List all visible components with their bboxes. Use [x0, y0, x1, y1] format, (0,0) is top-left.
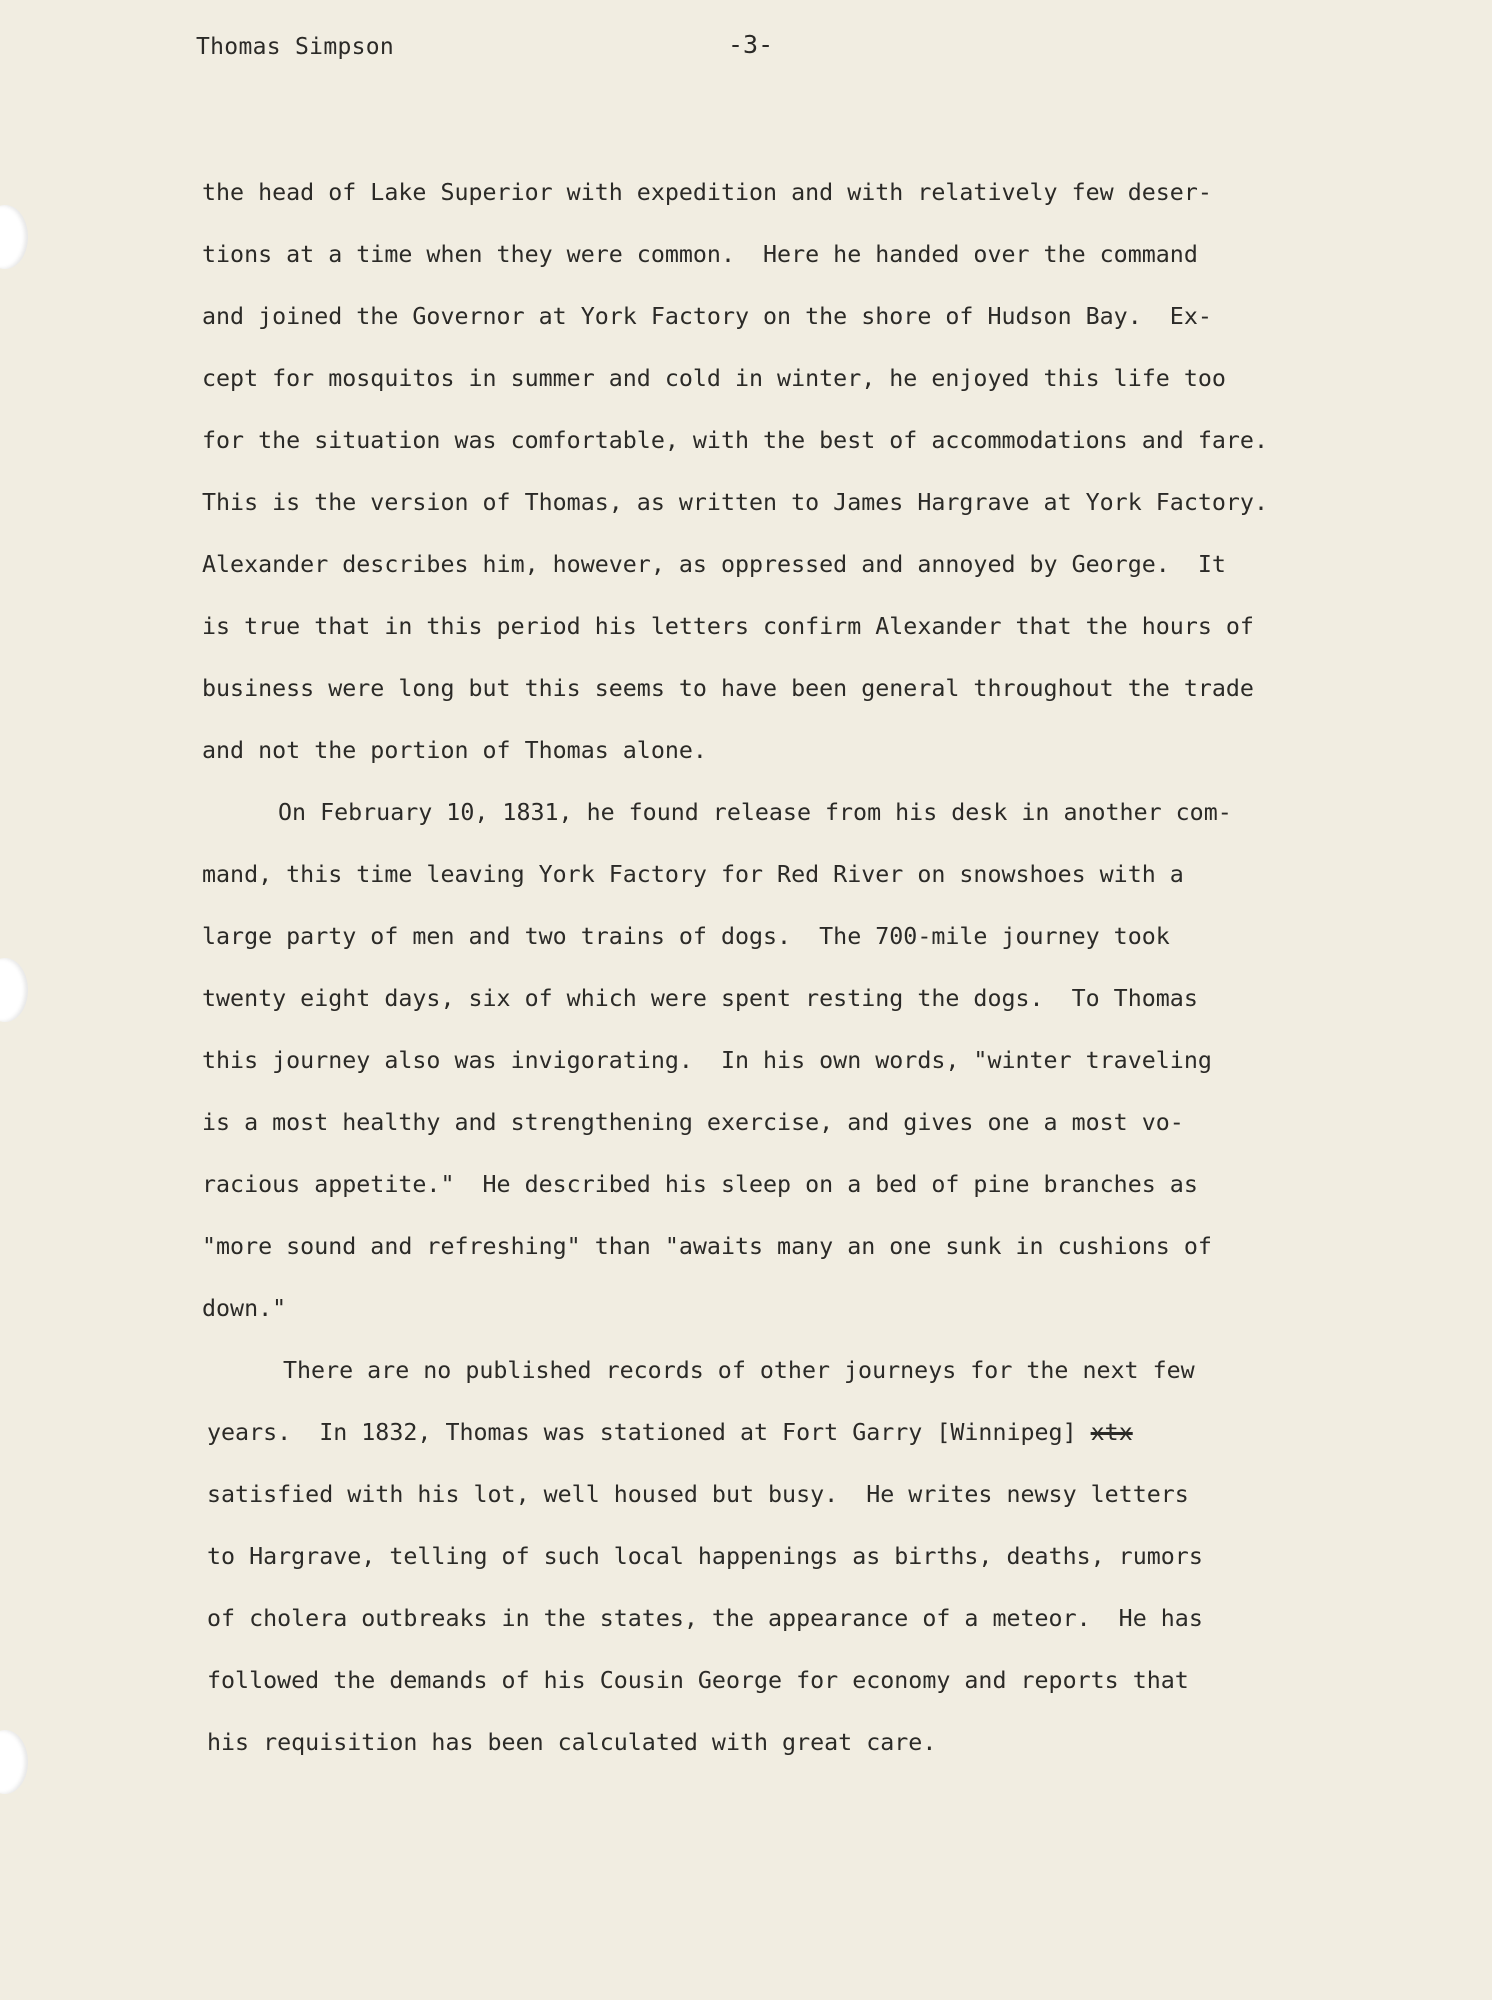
text-line: business were long but this seems to have been general throughout the trade — [202, 675, 1254, 702]
text-line: There are no published records of other journeys for the next few — [283, 1357, 1195, 1384]
text-line: this journey also was invigorating. In his own words, "winter traveling — [202, 1047, 1212, 1074]
struck-out-text: xtx — [1090, 1419, 1133, 1446]
text-line: followed the demands of his Cousin George for economy and reports that — [207, 1667, 1189, 1694]
binder-hole-top — [0, 205, 28, 269]
binder-hole-bottom — [0, 1730, 28, 1794]
text-line — [207, 1421, 1133, 1444]
text-line: and not the portion of Thomas alone. — [202, 737, 707, 764]
text-line: On February 10, 1831, he found release from his desk in another com- — [278, 799, 1232, 826]
text-line: large party of men and two trains of dogs. The 700-mile journey took — [202, 923, 1170, 950]
text-line: down." — [202, 1295, 287, 1322]
text-line: is a most healthy and strengthening exercise, and gives one a most vo- — [202, 1109, 1184, 1136]
page-number: -3- — [728, 30, 774, 59]
header-author: Thomas Simpson — [196, 34, 395, 60]
text-line: his requisition has been calculated with great care. — [207, 1729, 937, 1756]
binder-hole-middle — [0, 958, 28, 1022]
text-line: and joined the Governor at York Factory on the shore of Hudson Bay. Ex- — [202, 303, 1212, 330]
text-line: twenty eight days, six of which were spent resting the dogs. To Thomas — [202, 985, 1198, 1012]
text-line: for the situation was comfortable, with the best of accommodations and fare. — [202, 427, 1268, 454]
text-line: "more sound and refreshing" than "awaits many an one sunk in cushions of — [202, 1233, 1212, 1260]
text-line: cept for mosquitos in summer and cold in winter, he enjoyed this life too — [202, 365, 1226, 392]
text-line-content: years. In 1832, Thomas was stationed at Fort Garry [Winnipeg] — [207, 1419, 1091, 1446]
text-line: of cholera outbreaks in the states, the appearance of a meteor. He has — [207, 1605, 1203, 1632]
text-line: to Hargrave, telling of such local happenings as births, deaths, rumors — [207, 1543, 1203, 1570]
text-line: racious appetite." He described his sleep on a bed of pine branches as — [202, 1171, 1198, 1198]
text-line: is true that in this period his letters confirm Alexander that the hours of — [202, 613, 1254, 640]
text-line: mand, this time leaving York Factory for Red River on snowshoes with a — [202, 861, 1184, 888]
text-line: satisfied with his lot, well housed but busy. He writes newsy letters — [207, 1481, 1189, 1508]
text-line: tions at a time when they were common. Here he handed over the command — [202, 241, 1198, 268]
text-line: This is the version of Thomas, as written to James Hargrave at York Factory. — [202, 489, 1268, 516]
text-line: the head of Lake Superior with expedition and with relatively few deser- — [202, 179, 1212, 206]
text-line: Alexander describes him, however, as oppressed and annoyed by George. It — [202, 551, 1226, 578]
